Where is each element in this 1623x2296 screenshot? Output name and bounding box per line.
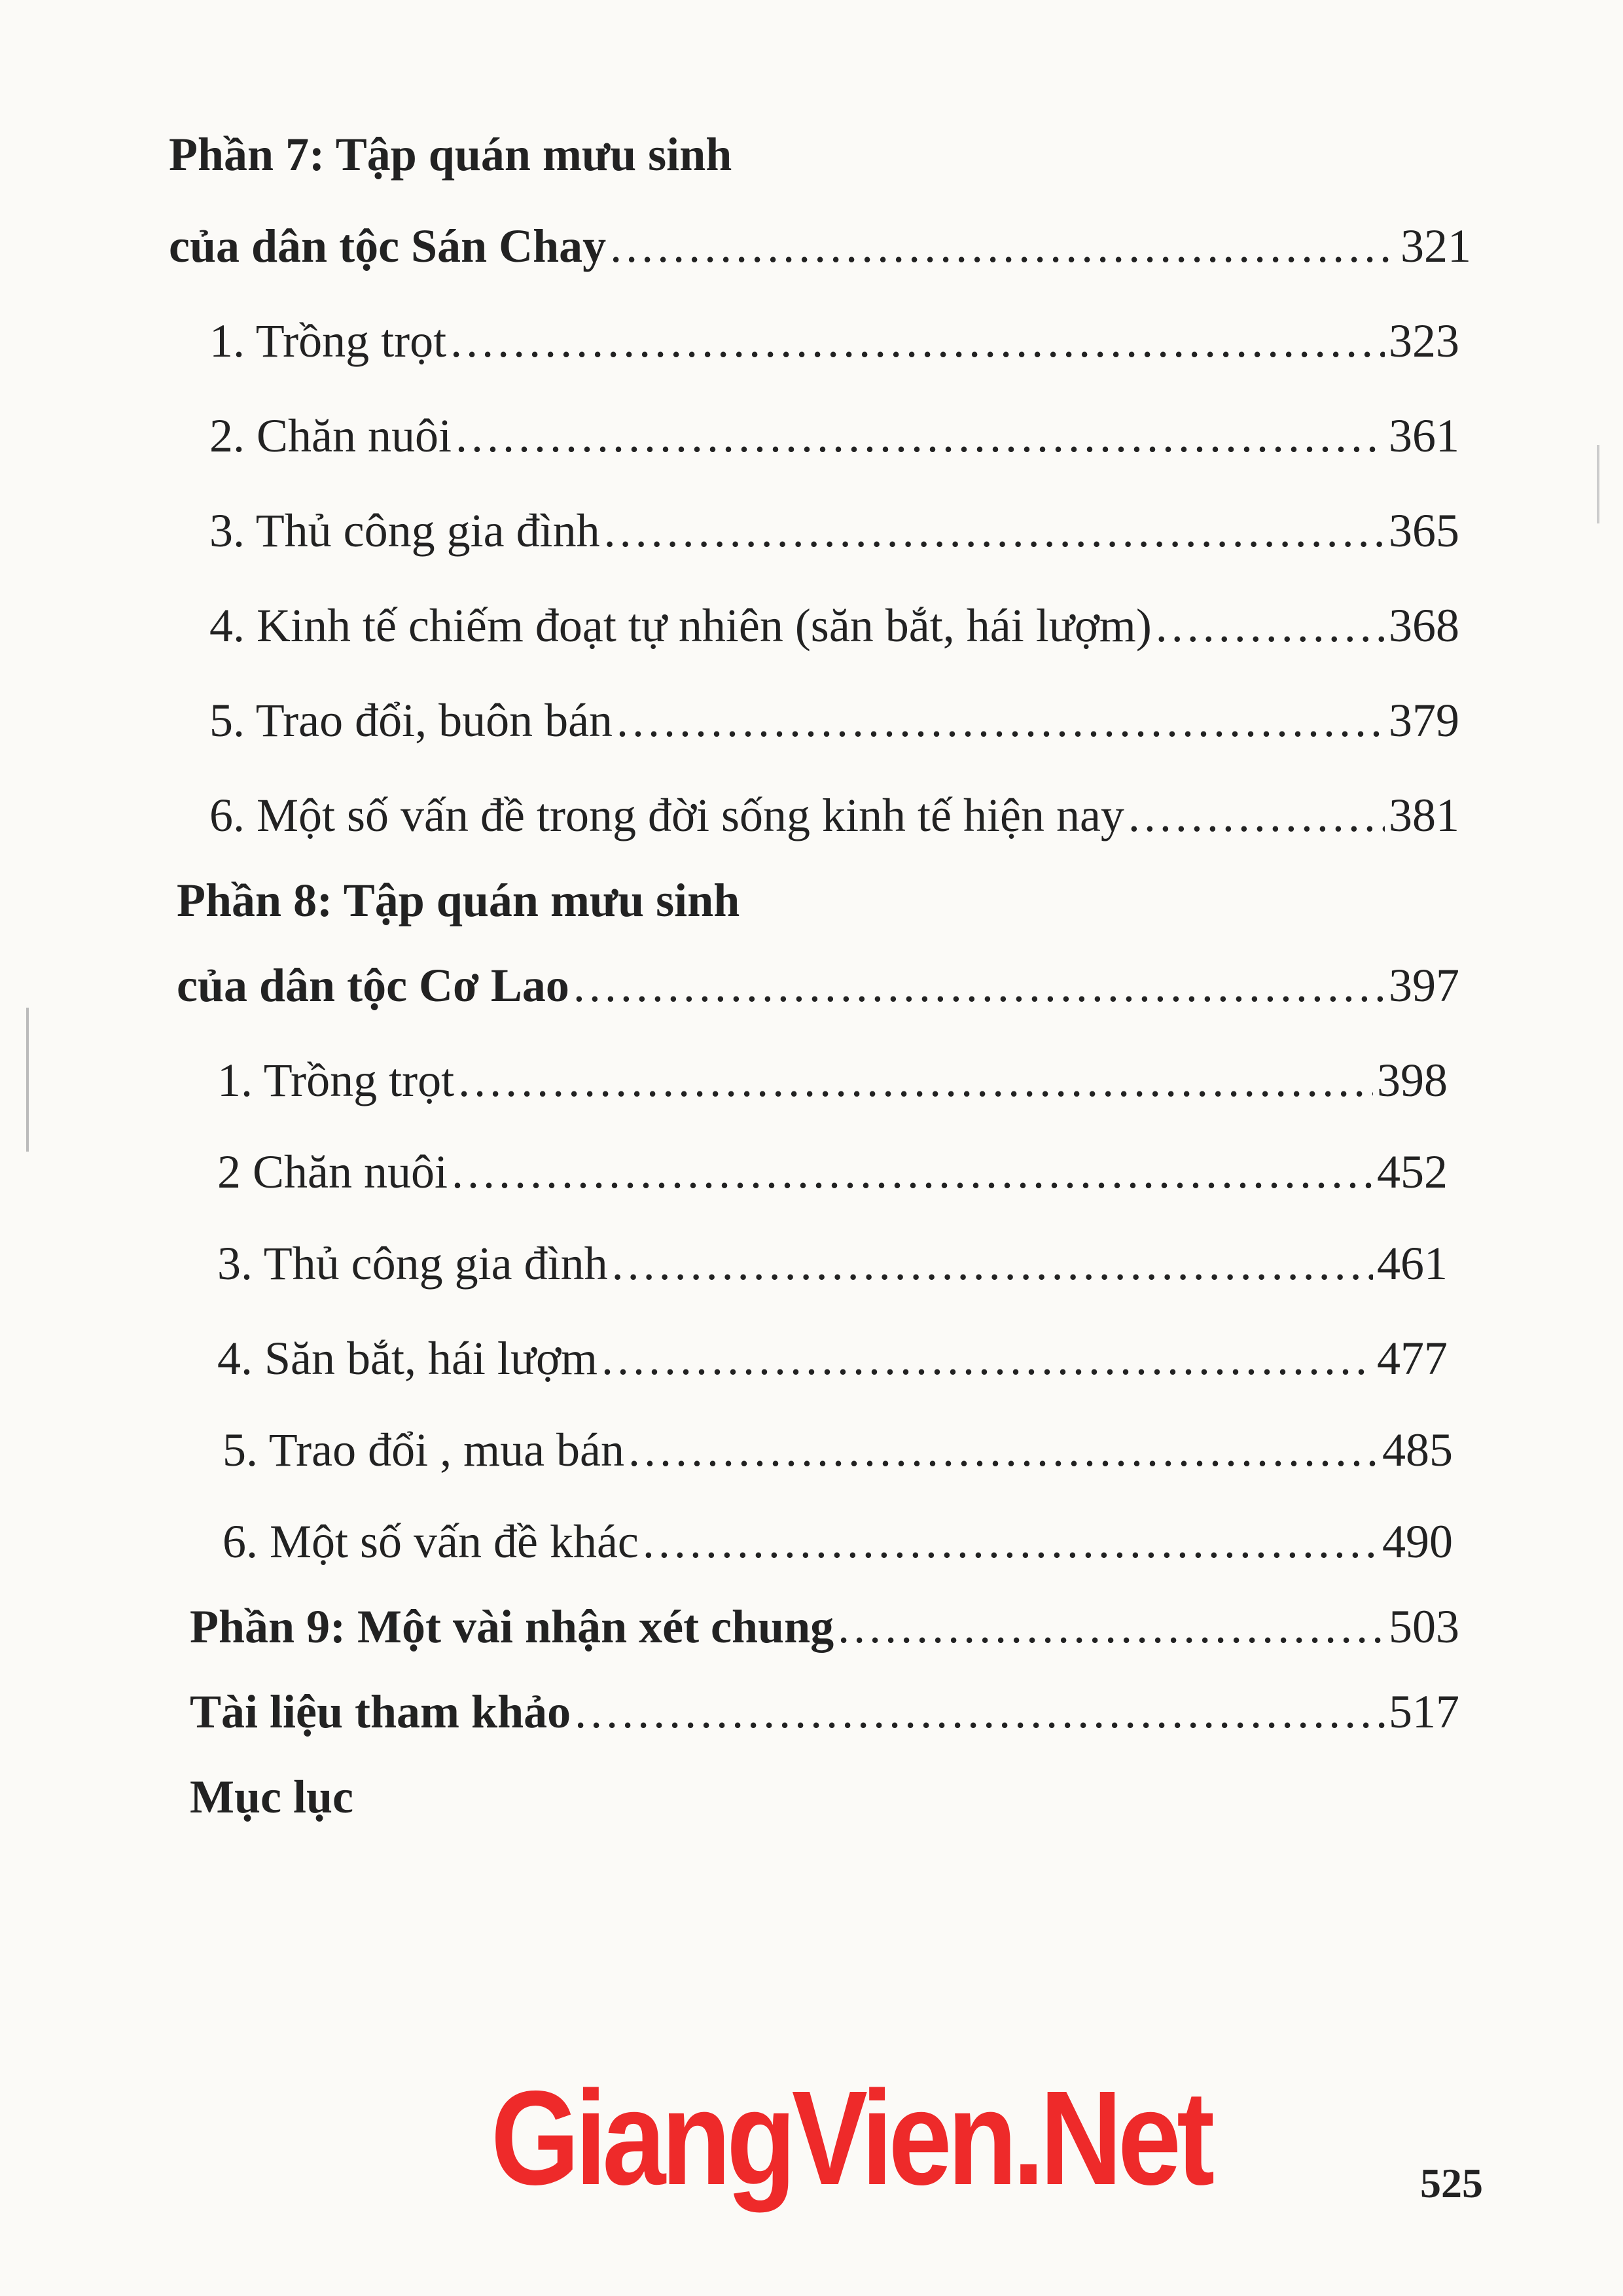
- leader-dots: [458, 1057, 1373, 1104]
- leader-dots: [612, 1240, 1373, 1287]
- page-edge-mark: [1597, 445, 1599, 523]
- toc-item[interactable]: [209, 599, 1459, 652]
- page-ref: 461: [1377, 1237, 1448, 1290]
- leader-dots: [575, 1688, 1385, 1735]
- page-ref: 490: [1382, 1515, 1453, 1568]
- page-ref: 365: [1389, 504, 1459, 557]
- toc-item-label: 5. Trao đổi, buôn bán: [209, 694, 613, 747]
- toc-item-label: 6. Một số vấn đề trong đời sống kinh tế hiện nay: [209, 789, 1124, 841]
- toc-item[interactable]: [217, 1332, 1448, 1385]
- part8-title-line1: Phần 8: Tập quán mưu sinh: [177, 874, 740, 927]
- toc-item[interactable]: [209, 789, 1459, 841]
- leader-dots: [610, 222, 1397, 270]
- toc-item[interactable]: [217, 1146, 1448, 1198]
- leader-dots: [450, 317, 1385, 364]
- part8-entry[interactable]: [177, 959, 1459, 1012]
- toc-item[interactable]: [209, 410, 1459, 462]
- watermark-logo: GiangVien.Net: [491, 2063, 1211, 2213]
- leader-dots: [455, 412, 1385, 459]
- part7-heading: [169, 128, 732, 181]
- page-ref: 323: [1389, 315, 1459, 367]
- part9-title: Phần 9: Một vài nhận xét chung: [190, 1600, 834, 1653]
- toc-item[interactable]: [209, 504, 1459, 557]
- leader-dots: [628, 1426, 1378, 1474]
- page-ref: 381: [1389, 789, 1459, 841]
- toc-item[interactable]: [209, 315, 1459, 367]
- part7-title-line2: của dân tộc Sán Chay: [169, 220, 607, 272]
- leader-dots: [452, 1148, 1373, 1195]
- page-ref: 368: [1389, 599, 1459, 652]
- toc-item-label: 1. Trồng trọt: [217, 1054, 455, 1106]
- leader-dots: [601, 1335, 1373, 1382]
- page-number: 525: [1420, 2160, 1483, 2206]
- leader-dots: [573, 962, 1385, 1009]
- leader-dots: [1156, 602, 1385, 649]
- toc-item[interactable]: [217, 1237, 1448, 1290]
- toc-item-label: 6. Một số vấn đề khác: [223, 1515, 639, 1568]
- page-edge-mark: [26, 1008, 29, 1152]
- leader-dots: [616, 697, 1385, 744]
- toc-item[interactable]: [223, 1515, 1453, 1568]
- page-ref: 452: [1377, 1146, 1448, 1198]
- toc-item[interactable]: [209, 694, 1459, 747]
- toc-item[interactable]: [223, 1426, 1453, 1474]
- leader-dots: [604, 507, 1385, 554]
- toc-item[interactable]: [217, 1054, 1448, 1106]
- page-ref: 503: [1389, 1600, 1459, 1653]
- leader-dots: [643, 1518, 1378, 1565]
- part9-entry[interactable]: [190, 1600, 1459, 1653]
- toc-item-label: 5. Trao đổi , mua bán: [223, 1424, 625, 1476]
- part7-title-line1: Phần 7: Tập quán mưu sinh: [169, 128, 732, 181]
- part7-entry[interactable]: [169, 222, 1471, 270]
- contents-entry[interactable]: [190, 1771, 353, 1823]
- toc-item-label: 3. Thủ công gia đình: [217, 1237, 608, 1290]
- page-ref: 361: [1389, 410, 1459, 462]
- toc-item-label: 1. Trồng trọt: [209, 315, 447, 367]
- page-ref: 517: [1389, 1686, 1459, 1738]
- page-ref: 379: [1389, 694, 1459, 747]
- toc-item-label: 3. Thủ công gia đình: [209, 504, 600, 557]
- page-ref: 398: [1377, 1054, 1448, 1106]
- part8-heading: [177, 874, 740, 927]
- toc-item-label: 4. Kinh tế chiếm đoạt tự nhiên (săn bắt, hái lượm): [209, 599, 1152, 652]
- page-ref: 397: [1389, 959, 1459, 1012]
- page-ref: 321: [1400, 220, 1471, 272]
- part8-title-line2: của dân tộc Cơ Lao: [177, 959, 569, 1012]
- contents-title: Mục lục: [190, 1771, 353, 1823]
- page-ref: 477: [1377, 1332, 1448, 1385]
- leader-dots: [1128, 792, 1385, 839]
- toc-item-label: 2. Chăn nuôi: [209, 410, 452, 462]
- page-ref: 485: [1382, 1424, 1453, 1476]
- references-entry[interactable]: [190, 1686, 1459, 1738]
- toc-item-label: 4. Săn bắt, hái lượm: [217, 1332, 598, 1385]
- references-title: Tài liệu tham khảo: [190, 1686, 571, 1738]
- leader-dots: [838, 1603, 1385, 1650]
- toc-item-label: 2 Chăn nuôi: [217, 1146, 448, 1198]
